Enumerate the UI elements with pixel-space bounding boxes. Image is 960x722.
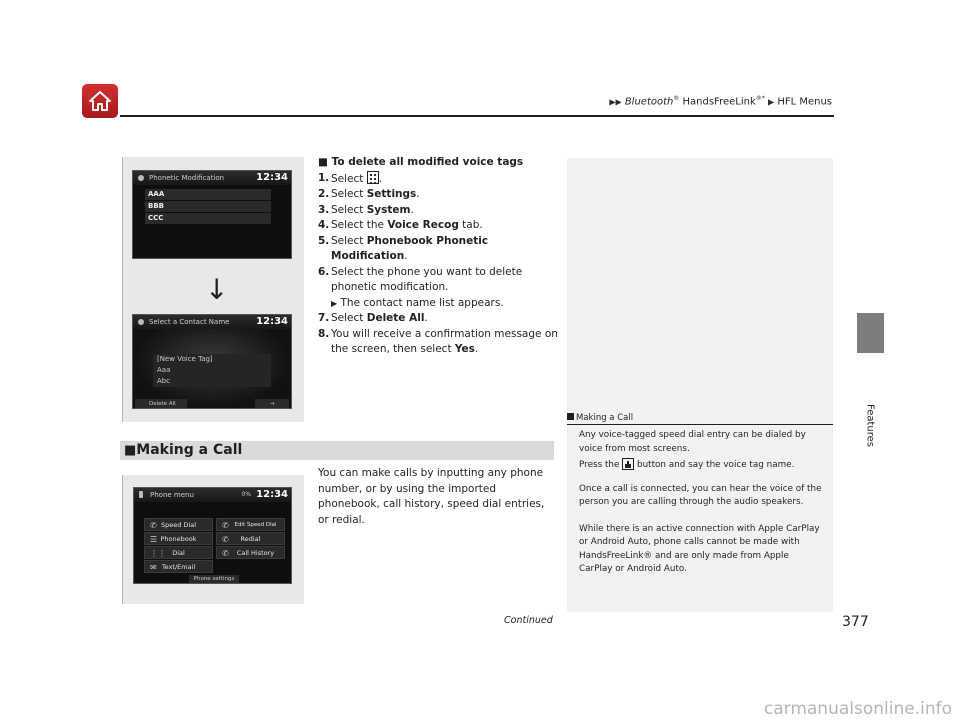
- phone-handset-icon: ✆: [222, 521, 229, 530]
- select-contact-screen: Select a Contact Name 12:34 [New Voice Tag] Aaa Abc Delete All →: [132, 314, 292, 409]
- step-6: 6. Select the phone you want to delete phonetic modification.: [318, 265, 523, 293]
- note-paragraph: Once a call is connected, you can hear the voice of the person you are calling through the audio speakers.: [579, 483, 822, 507]
- step-2: 2. Select Settings.: [318, 188, 420, 200]
- dial-button[interactable]: ⋮⋮ Dial: [144, 546, 213, 559]
- step-8: 8. You will receive a confirmation message on the screen, then select Yes.: [318, 327, 558, 355]
- breadcrumb-arrow-icon: ▶: [767, 97, 775, 107]
- phone-menu-screen: Phone menu 0% 12:34 ✆ Speed Dial ✆ Edit Speed Dial ☰ Phonebook ✆ Redial ⋮⋮ Dial ✆ Call History ✉ Text/Email Phone settings: [133, 487, 292, 584]
- list-item[interactable]: Aaa: [153, 365, 271, 376]
- breadcrumb-hfl-menus[interactable]: HFL Menus: [777, 96, 832, 108]
- note-icon: [567, 413, 574, 420]
- home-button[interactable]: [82, 84, 118, 118]
- phonebook-button[interactable]: ☰ Phonebook: [144, 532, 213, 545]
- speed-dial-button[interactable]: ✆ Speed Dial: [144, 518, 213, 531]
- note-paragraph: Press the button and say the voice tag name.: [579, 460, 795, 470]
- menu-dot-icon: [138, 175, 144, 181]
- delete-all-button[interactable]: Delete All: [135, 399, 187, 409]
- note-body: [579, 429, 823, 583]
- step-5: 5. Select Phonebook Phonetic Modification.: [318, 234, 489, 262]
- step-3: 3. Select System.: [318, 203, 414, 216]
- step-1: 1. Select .: [318, 171, 383, 185]
- phonebook-icon: ☰: [150, 535, 158, 544]
- next-button[interactable]: →: [255, 399, 289, 409]
- signal-indicator: 0%: [241, 491, 251, 498]
- continued-label: Continued: [504, 615, 553, 626]
- page-number: 377: [842, 614, 869, 630]
- envelope-icon: ✉: [150, 563, 157, 572]
- chapter-tab[interactable]: [857, 313, 884, 353]
- menu-dot-icon: [138, 319, 144, 325]
- list-item[interactable]: [New Voice Tag]: [153, 354, 271, 365]
- phone-handset-icon: ✆: [150, 521, 157, 530]
- list-item[interactable]: CCC: [145, 213, 271, 224]
- breadcrumb-bluetooth[interactable]: Bluetooth: [624, 96, 674, 108]
- redial-icon: ✆: [222, 535, 229, 544]
- menu-grid-icon: [367, 171, 379, 184]
- breadcrumb: ▶▶ Bluetooth® HandsFreeLink®* ▶ HFL Menus: [609, 95, 832, 108]
- making-a-call-heading: ■Making a Call: [120, 441, 554, 460]
- delete-voice-tags-steps: [318, 155, 558, 358]
- chapter-label: Features: [864, 404, 876, 447]
- redial-button[interactable]: ✆ Redial: [216, 532, 285, 545]
- watermark: carmanualsonline.info: [763, 699, 952, 719]
- list-item[interactable]: AAA: [145, 189, 271, 200]
- phone-settings-button[interactable]: Phone settings: [189, 575, 239, 584]
- breadcrumb-hfl[interactable]: HandsFreeLink: [679, 96, 756, 108]
- down-arrow-icon: ↓: [205, 273, 229, 306]
- call-history-button[interactable]: ✆ Call History: [216, 546, 285, 559]
- steps-heading: ■ To delete all modified voice tags: [318, 156, 524, 168]
- making-a-call-body: You can make calls by inputting any phone number, or by using the imported phonebook, call history, speed dial entries, or redial.: [318, 467, 545, 526]
- note-paragraph: While there is an active connection with Apple CarPlay or Android Auto, phone calls cannot be made with HandsFreeLink® and are only made from Apple CarPlay or Android Auto.: [579, 523, 820, 574]
- talk-button-icon: [622, 458, 634, 470]
- phonetic-modification-screen: Phonetic Modification 12:34 AAA BBB CCC: [132, 170, 292, 259]
- text-email-button[interactable]: ✉ Text/Email: [144, 560, 213, 573]
- list-item[interactable]: Abc: [153, 376, 271, 387]
- home-icon: [88, 90, 112, 112]
- note-paragraph: Any voice-tagged speed dial entry can be dialed by voice from most screens.: [579, 430, 806, 454]
- step-7: 7. Select Delete All.: [318, 312, 428, 324]
- breadcrumb-arrow-icon: ▶▶: [609, 97, 622, 107]
- step-4: 4. Select the Voice Recog tab.: [318, 219, 483, 231]
- step-6-note: ▶ The contact name list appears.: [331, 296, 504, 309]
- list-item[interactable]: BBB: [145, 201, 271, 212]
- edit-speed-dial-button[interactable]: ✆ Edit Speed Dial: [216, 518, 285, 531]
- note-heading: Making a Call: [567, 413, 833, 425]
- keypad-icon: ⋮⋮: [150, 549, 166, 558]
- call-history-icon: ✆: [222, 549, 229, 558]
- header-rule: [120, 115, 834, 117]
- phone-icon: [139, 491, 143, 498]
- result-arrow-icon: ▶: [331, 298, 338, 308]
